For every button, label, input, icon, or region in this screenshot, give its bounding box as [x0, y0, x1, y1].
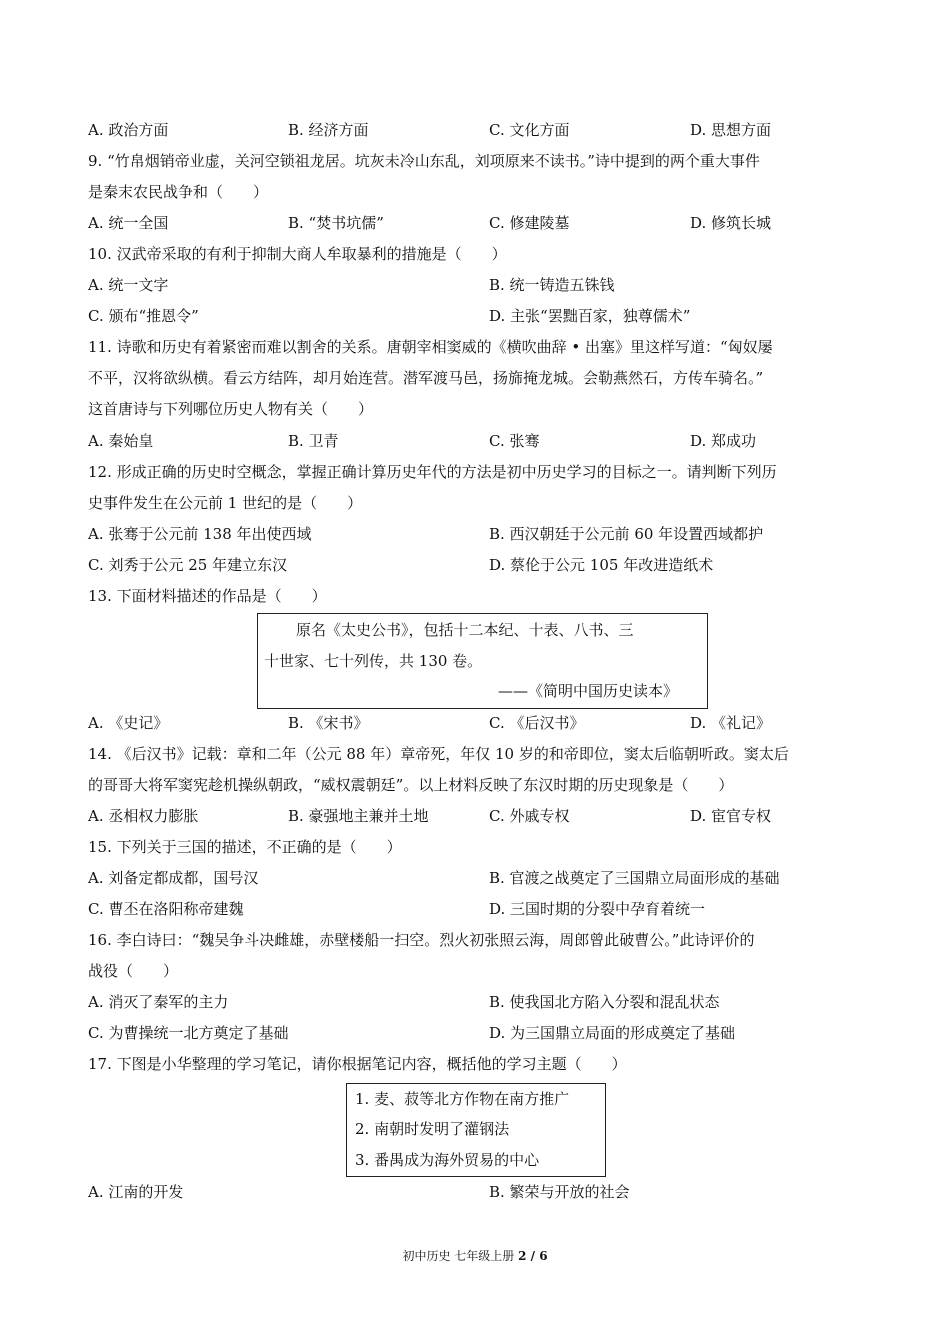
q11-stem-line-1: 11. 诗歌和历史有着紧密而难以割舍的关系。唐朝宰相窦威的《横吹曲辞 • 出塞》里这样写道：“匈奴屡: [88, 338, 773, 356]
q17-option-b: B. 繁荣与开放的社会: [489, 1183, 630, 1201]
q15-option-c: C. 曹丕在洛阳称帝建魏: [88, 900, 244, 918]
q15-option-d: D. 三国时期的分裂中孕育着统一: [489, 900, 706, 918]
q9-stem-line-2: 是秦末农民战争和（ ）: [88, 183, 269, 201]
q11-option-d: D. 郑成功: [690, 432, 757, 450]
q9-stem-line-1: 9. “竹帛烟销帝业虚，关河空锁祖龙居。坑灰未冷山东乱，刘项原来不读书。”诗中提到的两个重大事件: [88, 152, 760, 170]
q8-option-d: D. 思想方面: [690, 121, 772, 139]
page-footer: [0, 1248, 950, 1264]
q17-note-3: 3. 番禺成为海外贸易的中心: [355, 1151, 540, 1169]
q13-option-c: C. 《后汉书》: [489, 714, 585, 732]
q17-note-2: 2. 南朝时发明了灌钢法: [355, 1120, 510, 1138]
q10-option-b: B. 统一铸造五铢钱: [489, 276, 615, 294]
q11-stem-line-3: 这首唐诗与下列哪位历史人物有关（ ）: [88, 400, 374, 418]
q14-option-d: D. 宦官专权: [690, 807, 772, 825]
q16-stem-line-2: 战役（ ）: [88, 962, 179, 980]
q12-option-b: B. 西汉朝廷于公元前 60 年设置西域都护: [489, 525, 764, 543]
q8-option-c: C. 文化方面: [489, 121, 570, 139]
q13-stem: 13. 下面材料描述的作品是（ ）: [88, 587, 327, 605]
q14-option-a: A. 丞相权力膨胀: [88, 807, 199, 825]
q11-option-c: C. 张骞: [489, 432, 540, 450]
q8-option-b: B. 经济方面: [288, 121, 369, 139]
q17-option-a: A. 江南的开发: [88, 1183, 184, 1201]
q12-option-d: D. 蔡伦于公元 105 年改进造纸术: [489, 556, 714, 574]
q16-option-c: C. 为曹操统一北方奠定了基础: [88, 1024, 289, 1042]
q11-option-a: A. 秦始皇: [88, 432, 154, 450]
q13-material-line-1: 原名《太史公书》，包括十二本纪、十表、八书、三: [296, 621, 634, 639]
q13-material-source: ——《简明中国历史读本》: [498, 682, 679, 700]
q17-note-1: 1. 麦、菽等北方作物在南方推广: [355, 1090, 570, 1108]
q12-stem-line-1: 12. 形成正确的历史时空概念，掌握正确计算历史年代的方法是初中历史学习的目标之一。请判断下列历: [88, 463, 777, 481]
q13-material-line-2: 十世家、七十列传，共 130 卷。: [264, 652, 483, 670]
q13-option-d: D. 《礼记》: [690, 714, 772, 732]
q14-stem-line-2: 的哥哥大将军窦宪趁机操纵朝政，“威权震朝廷”。以上材料反映了东汉时期的历史现象是（ ）: [88, 776, 734, 794]
q16-option-d: D. 为三国鼎立局面的形成奠定了基础: [489, 1024, 736, 1042]
q9-option-d: D. 修筑长城: [690, 214, 772, 232]
q8-option-a: A. 政治方面: [88, 121, 169, 139]
q9-option-a: A. 统一全国: [88, 214, 169, 232]
q11-stem-line-2: 不平，汉将欲纵横。看云方结阵，却月始连营。潜军渡马邑，扬旆掩龙城。会勒燕然石，方传车骑名。”: [88, 369, 764, 387]
q15-stem: 15. 下列关于三国的描述，不正确的是（ ）: [88, 838, 402, 856]
q12-stem-line-2: 史事件发生在公元前 1 世纪的是（ ）: [88, 494, 363, 512]
q12-option-c: C. 刘秀于公元 25 年建立东汉: [88, 556, 288, 574]
q13-option-b: B. 《宋书》: [288, 714, 369, 732]
page-number: 2 / 6: [518, 1249, 548, 1263]
q17-stem: 17. 下图是小华整理的学习笔记，请你根据笔记内容，概括他的学习主题（ ）: [88, 1055, 627, 1073]
q14-stem-line-1: 14. 《后汉书》记载：章和二年（公元 88 年）章帝死，年仅 10 岁的和帝即位，窦太后临朝听政。窦太后: [88, 745, 789, 763]
q10-stem: 10. 汉武帝采取的有利于抑制大商人牟取暴利的措施是（ ）: [88, 245, 507, 263]
q10-option-d: D. 主张“罢黜百家，独尊儒术”: [489, 307, 691, 325]
q14-option-b: B. 豪强地主兼并土地: [288, 807, 429, 825]
q10-option-c: C. 颁布“推恩令”: [88, 307, 199, 325]
footer-label: 初中历史 七年级上册: [402, 1249, 515, 1263]
q11-option-b: B. 卫青: [288, 432, 339, 450]
q16-stem-line-1: 16. 李白诗曰：“魏吴争斗决雌雄，赤壁楼船一扫空。烈火初张照云海，周郎曾此破曹公。”此诗评价的: [88, 931, 755, 949]
q9-option-b: B. “焚书坑儒”: [288, 214, 384, 232]
q9-option-c: C. 修建陵墓: [489, 214, 570, 232]
q15-option-b: B. 官渡之战奠定了三国鼎立局面形成的基础: [489, 869, 780, 887]
q15-option-a: A. 刘备定都成都，国号汉: [88, 869, 259, 887]
q10-option-a: A. 统一文字: [88, 276, 169, 294]
q14-option-c: C. 外戚专权: [489, 807, 570, 825]
q12-option-a: A. 张骞于公元前 138 年出使西域: [88, 525, 312, 543]
q16-option-a: A. 消灭了秦军的主力: [88, 993, 229, 1011]
q13-option-a: A. 《史记》: [88, 714, 169, 732]
q16-option-b: B. 使我国北方陷入分裂和混乱状态: [489, 993, 720, 1011]
